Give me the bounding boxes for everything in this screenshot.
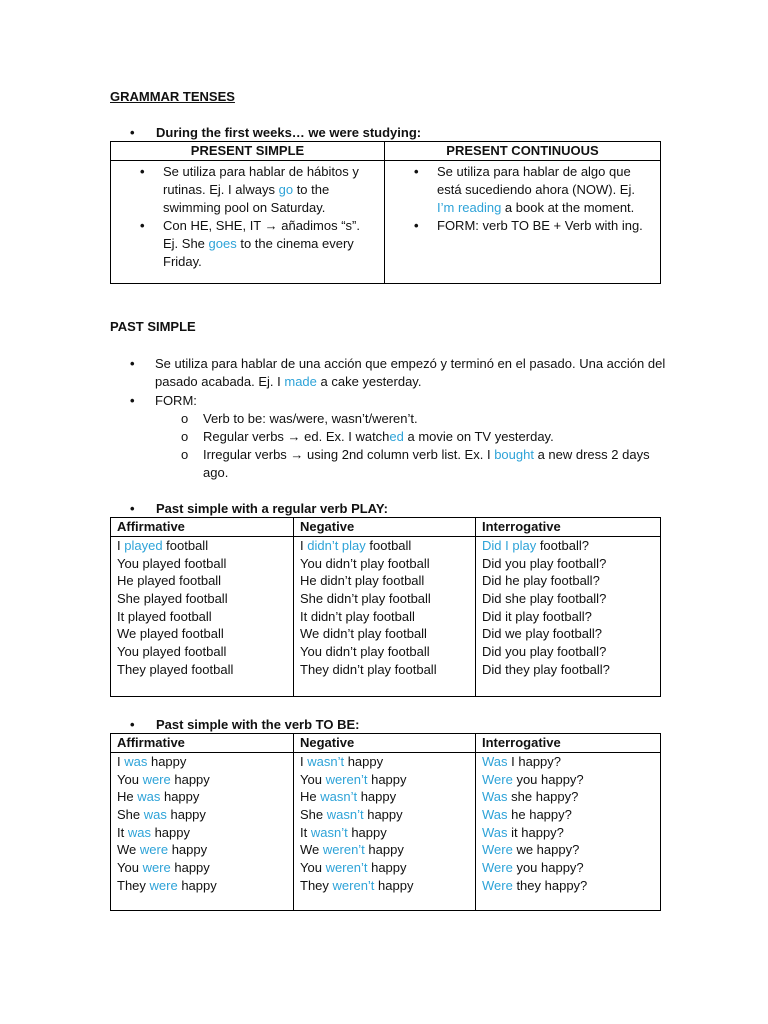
present-tenses-table: [110, 141, 661, 284]
table-row: You played football: [117, 644, 227, 660]
form-item: Irregular verbs → using 2nd column verb list. Ex. I bought a new dress 2 days ago.: [203, 447, 650, 480]
bullet-icon: •: [130, 356, 135, 371]
negative-header: Negative: [294, 734, 476, 753]
table-row: Did they play football?: [482, 661, 610, 677]
table-row: Were we happy?: [482, 842, 580, 858]
table-row: They didn’t play football: [300, 661, 437, 677]
affirmative-column: [111, 537, 294, 697]
form-item: Regular verbs → ed. Ex. I watched a movie on TV yesterday.: [203, 429, 554, 444]
present-simple-header: PRESENT SIMPLE: [111, 142, 385, 161]
negative-column: [294, 537, 476, 697]
table-row: Did I play football?: [482, 538, 589, 553]
table-row: Did she play football?: [482, 591, 607, 607]
table-row: It didn’t play football: [300, 608, 415, 624]
table-row: You were happy: [117, 860, 210, 876]
table-row: You didn’t play football: [300, 555, 430, 571]
table-row: Did you play football?: [482, 555, 607, 571]
table-row: They were happy: [117, 877, 217, 893]
interrogative-header: Interrogative: [476, 518, 661, 537]
table-row: He played football: [117, 573, 222, 589]
table-row: We weren’t happy: [300, 842, 404, 858]
table-row: You were happy: [117, 771, 210, 787]
table-row: Were they happy?: [482, 877, 588, 893]
circle-bullet-icon: o: [181, 429, 189, 444]
table-row: Were you happy?: [482, 771, 584, 787]
form-label: FORM:: [155, 393, 197, 408]
table-row: I wasn’t happy: [300, 754, 384, 769]
table-row: We were happy: [117, 842, 208, 858]
affirmative-column: [111, 753, 294, 911]
affirmative-header: Affirmative: [111, 518, 294, 537]
table-row: She wasn’t happy: [300, 807, 403, 823]
table-row: It was happy: [117, 824, 191, 840]
bullet-icon: •: [130, 393, 135, 408]
present-continuous-header: PRESENT CONTINUOUS: [385, 142, 661, 161]
bullet-icon: •: [130, 125, 135, 140]
table-row: You played football: [117, 555, 227, 571]
past-simple-heading: PAST SIMPLE: [110, 319, 196, 334]
play-table: [110, 517, 661, 697]
table-row: Was I happy?: [482, 754, 562, 769]
form-item: Verb to be: was/were, wasn’t/weren’t.: [203, 411, 418, 426]
table-row: Was she happy?: [482, 789, 579, 805]
table-row: I played football: [117, 538, 209, 553]
page-title: GRAMMAR TENSES: [110, 89, 235, 104]
table-row: We played football: [117, 626, 224, 642]
interrogative-header: Interrogative: [476, 734, 661, 753]
tobe-table: [110, 733, 661, 911]
table-row: It wasn’t happy: [300, 824, 387, 840]
table-row: He didn’t play football: [300, 573, 425, 589]
table-row: Did we play football?: [482, 626, 602, 642]
table-row: She played football: [117, 591, 228, 607]
bullet-icon: •: [130, 501, 135, 516]
negative-column: [294, 753, 476, 911]
affirmative-header: Affirmative: [111, 734, 294, 753]
past-simple-use: Se utiliza para hablar de una acción que empezó y terminó en el pasado. Una acción del pasado acabada. Ej. I made a cake yesterday.: [155, 356, 666, 389]
table-row: He was happy: [117, 789, 200, 805]
table-row: You weren’t happy: [300, 860, 407, 876]
table-row: It played football: [117, 608, 212, 624]
table-row: Were you happy?: [482, 860, 584, 876]
list-item: • Se utiliza para hablar de algo que está sucediendo ahora (NOW). Ej. I’m reading a book at the moment.: [437, 163, 654, 217]
list-item: • Con HE, SHE, IT → añadimos “s”. Ej. She goes to the cinema every Friday.: [163, 217, 376, 271]
present-continuous-cell: [385, 161, 661, 284]
table-row: Was he happy?: [482, 807, 572, 823]
bullet-icon: •: [130, 717, 135, 732]
table-row: You didn’t play football: [300, 644, 430, 660]
table-row: They played football: [117, 661, 234, 677]
table-row: Was it happy?: [482, 824, 564, 840]
circle-bullet-icon: o: [181, 447, 189, 462]
table-row: Did he play football?: [482, 573, 600, 589]
interrogative-column: [476, 537, 661, 697]
table-row: Did you play football?: [482, 644, 607, 660]
table-row: They weren’t happy: [300, 877, 414, 893]
table-row: I didn’t play football: [300, 538, 412, 553]
table-row: You weren’t happy: [300, 771, 407, 787]
table-row: Did it play football?: [482, 608, 592, 624]
list-item: • FORM: verb TO BE + Verb with ing.: [437, 217, 654, 235]
table-row: He wasn’t happy: [300, 789, 397, 805]
table-row: I was happy: [117, 754, 187, 769]
table-row: We didn’t play football: [300, 626, 427, 642]
present-simple-cell: [111, 161, 385, 284]
table-row: She didn’t play football: [300, 591, 431, 607]
table-row: She was happy: [117, 807, 206, 823]
negative-header: Negative: [294, 518, 476, 537]
list-item: • Se utiliza para hablar de hábitos y rutinas. Ej. I always go to the swimming pool on Saturday.: [163, 163, 376, 217]
interrogative-column: [476, 753, 661, 911]
circle-bullet-icon: o: [181, 411, 189, 426]
